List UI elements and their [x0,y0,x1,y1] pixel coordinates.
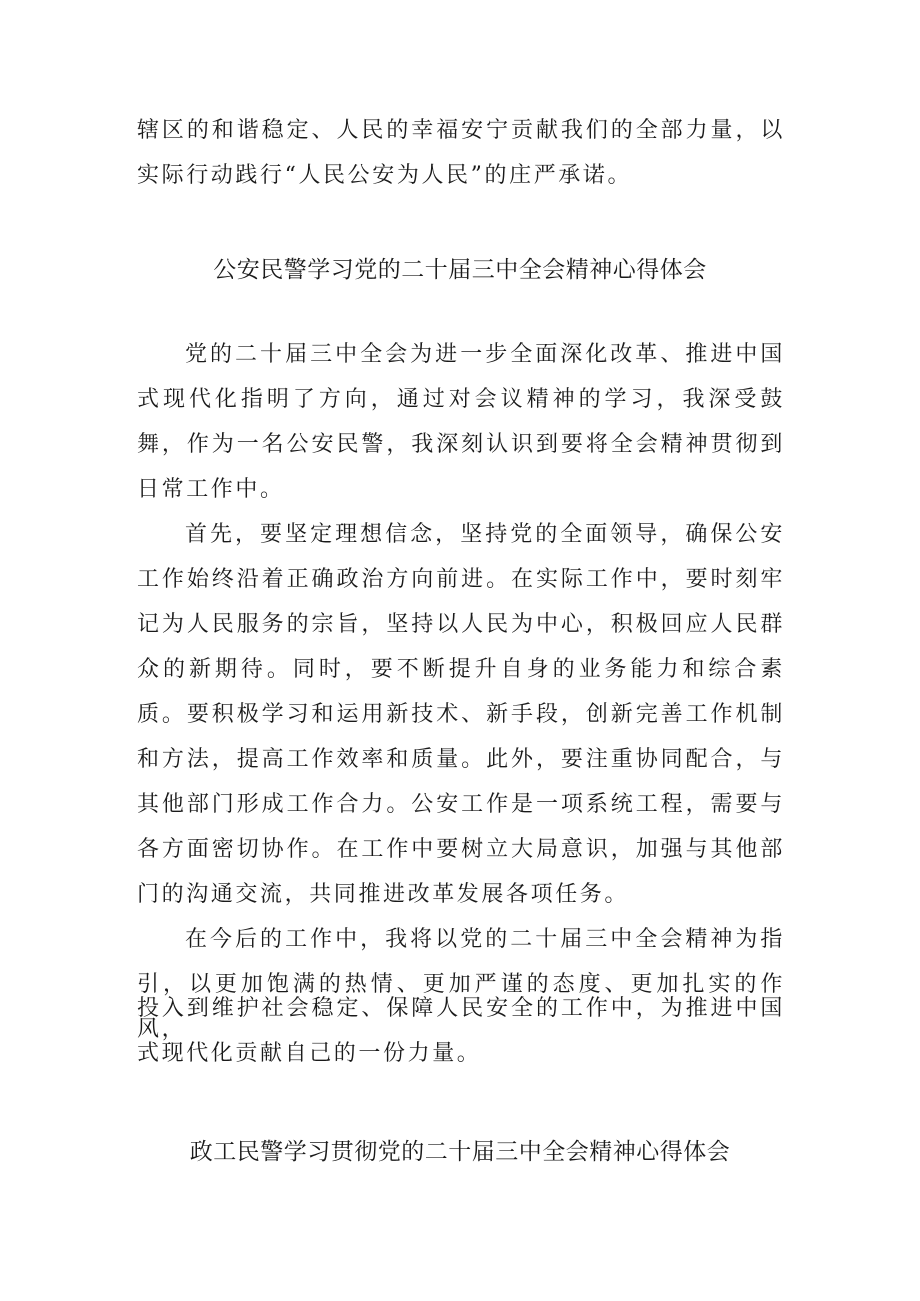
body-paragraph-2: 首先，要坚定理想信念，坚持党的全面领导，确保公安工作始终沿着正确政治方向前进。在实际工作中，要时刻牢记为人民服务的宗旨，坚持以人民为中心，积极回应人民群众的新期待。同时，要不断提升自身的业务能力和综合素质。要积极学习和运用新技术、新手段，创新完善工作机制和方法，提高工作效率和质量。此外，要注重协同配合，与其他部门形成工作合力。公安工作是一项系统工程，需要与各方面密切协作。在工作中要树立大局意识，加强与其他部门的沟通交流，共同推进改革发展各项任务。 [137,522,785,907]
body-paragraph-1: 党的二十届三中全会为进一步全面深化改革、推进中国式现代化指明了方向，通过对会议精神的学习，我深受鼓舞，作为一名公安民警，我深刻认识到要将全会精神贯彻到日常工作中。 [137,342,785,502]
section-1-body [137,332,785,1052]
body-paragraph-continued: 投入到维护社会稳定、保障人民安全的工作中，为推进中国式现代化贡献自己的一份力量。 [137,996,785,1066]
continuation-block [137,108,785,198]
body-paragraph-3: 在今后的工作中，我将以党的二十届三中全会精神为指引，以更加饱满的热情、更加严谨的态度、更加扎实的作风， [137,927,785,1042]
section-1-body-continued [137,986,785,1076]
section-heading-2: 政工民警学习贯彻党的二十届三中全会精神心得体会 [189,1139,731,1165]
section-heading-1: 公安民警学习党的二十届三中全会精神心得体会 [213,257,707,283]
continuation-paragraph: 辖区的和谐稳定、人民的幸福安宁贡献我们的全部力量，以实际行动践行“人民公安为人民”的庄严承诺。 [137,118,785,188]
